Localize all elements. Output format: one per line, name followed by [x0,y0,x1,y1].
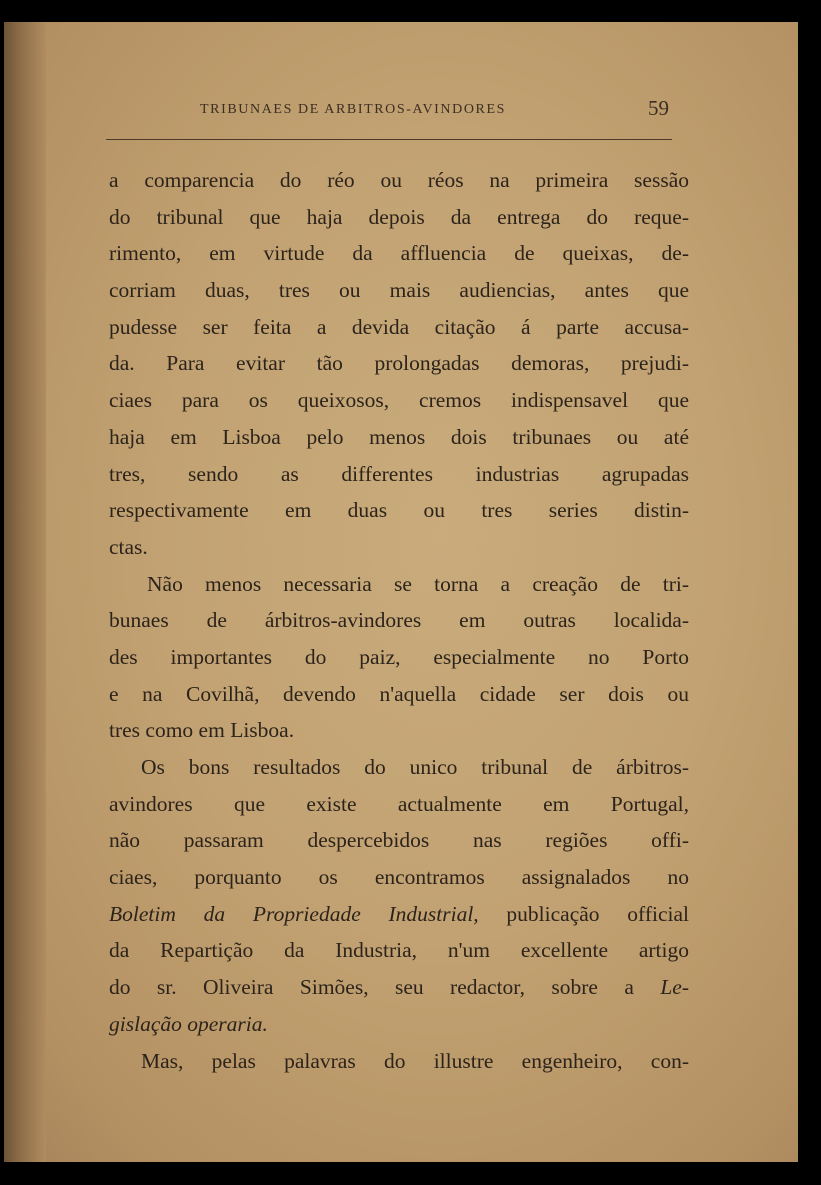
text-line: a comparencia do réo ou réos na primeira sessão [109,168,689,192]
paragraph-start: Os bons resultados do unico tribunal de árbitros- [141,755,689,779]
text-line: pudesse ser feita a devida citação á parte accusa- [109,314,689,339]
text-line: não passaram despercebidos nas regiões offi- [109,828,689,853]
text-line: do tribunal que haja depois da entrega do reque- [109,204,689,229]
body-text [109,162,689,1079]
text-line: ciaes, porquanto os encontramos assignalados no [109,865,689,890]
text-line: da. Para evitar tão prolongadas demoras, prejudi- [109,351,689,376]
text-line: rimento, em virtude da affluencia de queixas, de- [109,241,689,266]
text-line: respectivamente em duas ou tres series distin- [109,498,689,523]
text-line [109,969,689,1006]
text-line: corriam duas, tres ou mais audiencias, antes que [109,278,689,303]
text-line: avindores que existe actualmente em Portugal, [109,791,689,816]
text-line [109,896,689,933]
header-rule [106,139,672,140]
text-line: e na Covilhã, devendo n'aquella cidade ser dois ou [109,681,689,706]
paragraph-start: Mas, pelas palavras do illustre engenheiro, con- [141,1048,689,1073]
text-line: ciaes para os queixosos, cremos indispensavel que [109,388,689,413]
book-page [4,22,798,1162]
article-title-start: Le- [660,975,689,1000]
text-line: des importantes do paiz, especialmente no Porto [109,644,689,669]
journal-title: Boletim da Propriedade Industrial, [109,901,479,926]
text-line: da Repartição da Industria, n'um excellente artigo [109,938,689,963]
paragraph-start: Não menos necessaria se torna a creação de tri- [147,571,689,596]
text-line: bunaes de árbitros-avindores em outras localida- [109,608,689,633]
text-span: publicação official [478,901,689,926]
text-line: haja em Lisboa pelo menos dois tribunaes ou até [109,424,689,449]
text-line: tres como em Lisboa. [109,718,295,743]
page-number: 59 [648,96,669,120]
text-line: tres, sendo as differentes industrias agrupadas [109,461,689,486]
text-line: ctas. [109,534,148,559]
article-title-end: gislação operaria. [109,1011,268,1036]
text-span: do sr. Oliveira Simões, seu redactor, sobre a [109,975,661,1000]
running-head: TRIBUNAES DE ARBITROS-AVINDORES [200,102,507,117]
